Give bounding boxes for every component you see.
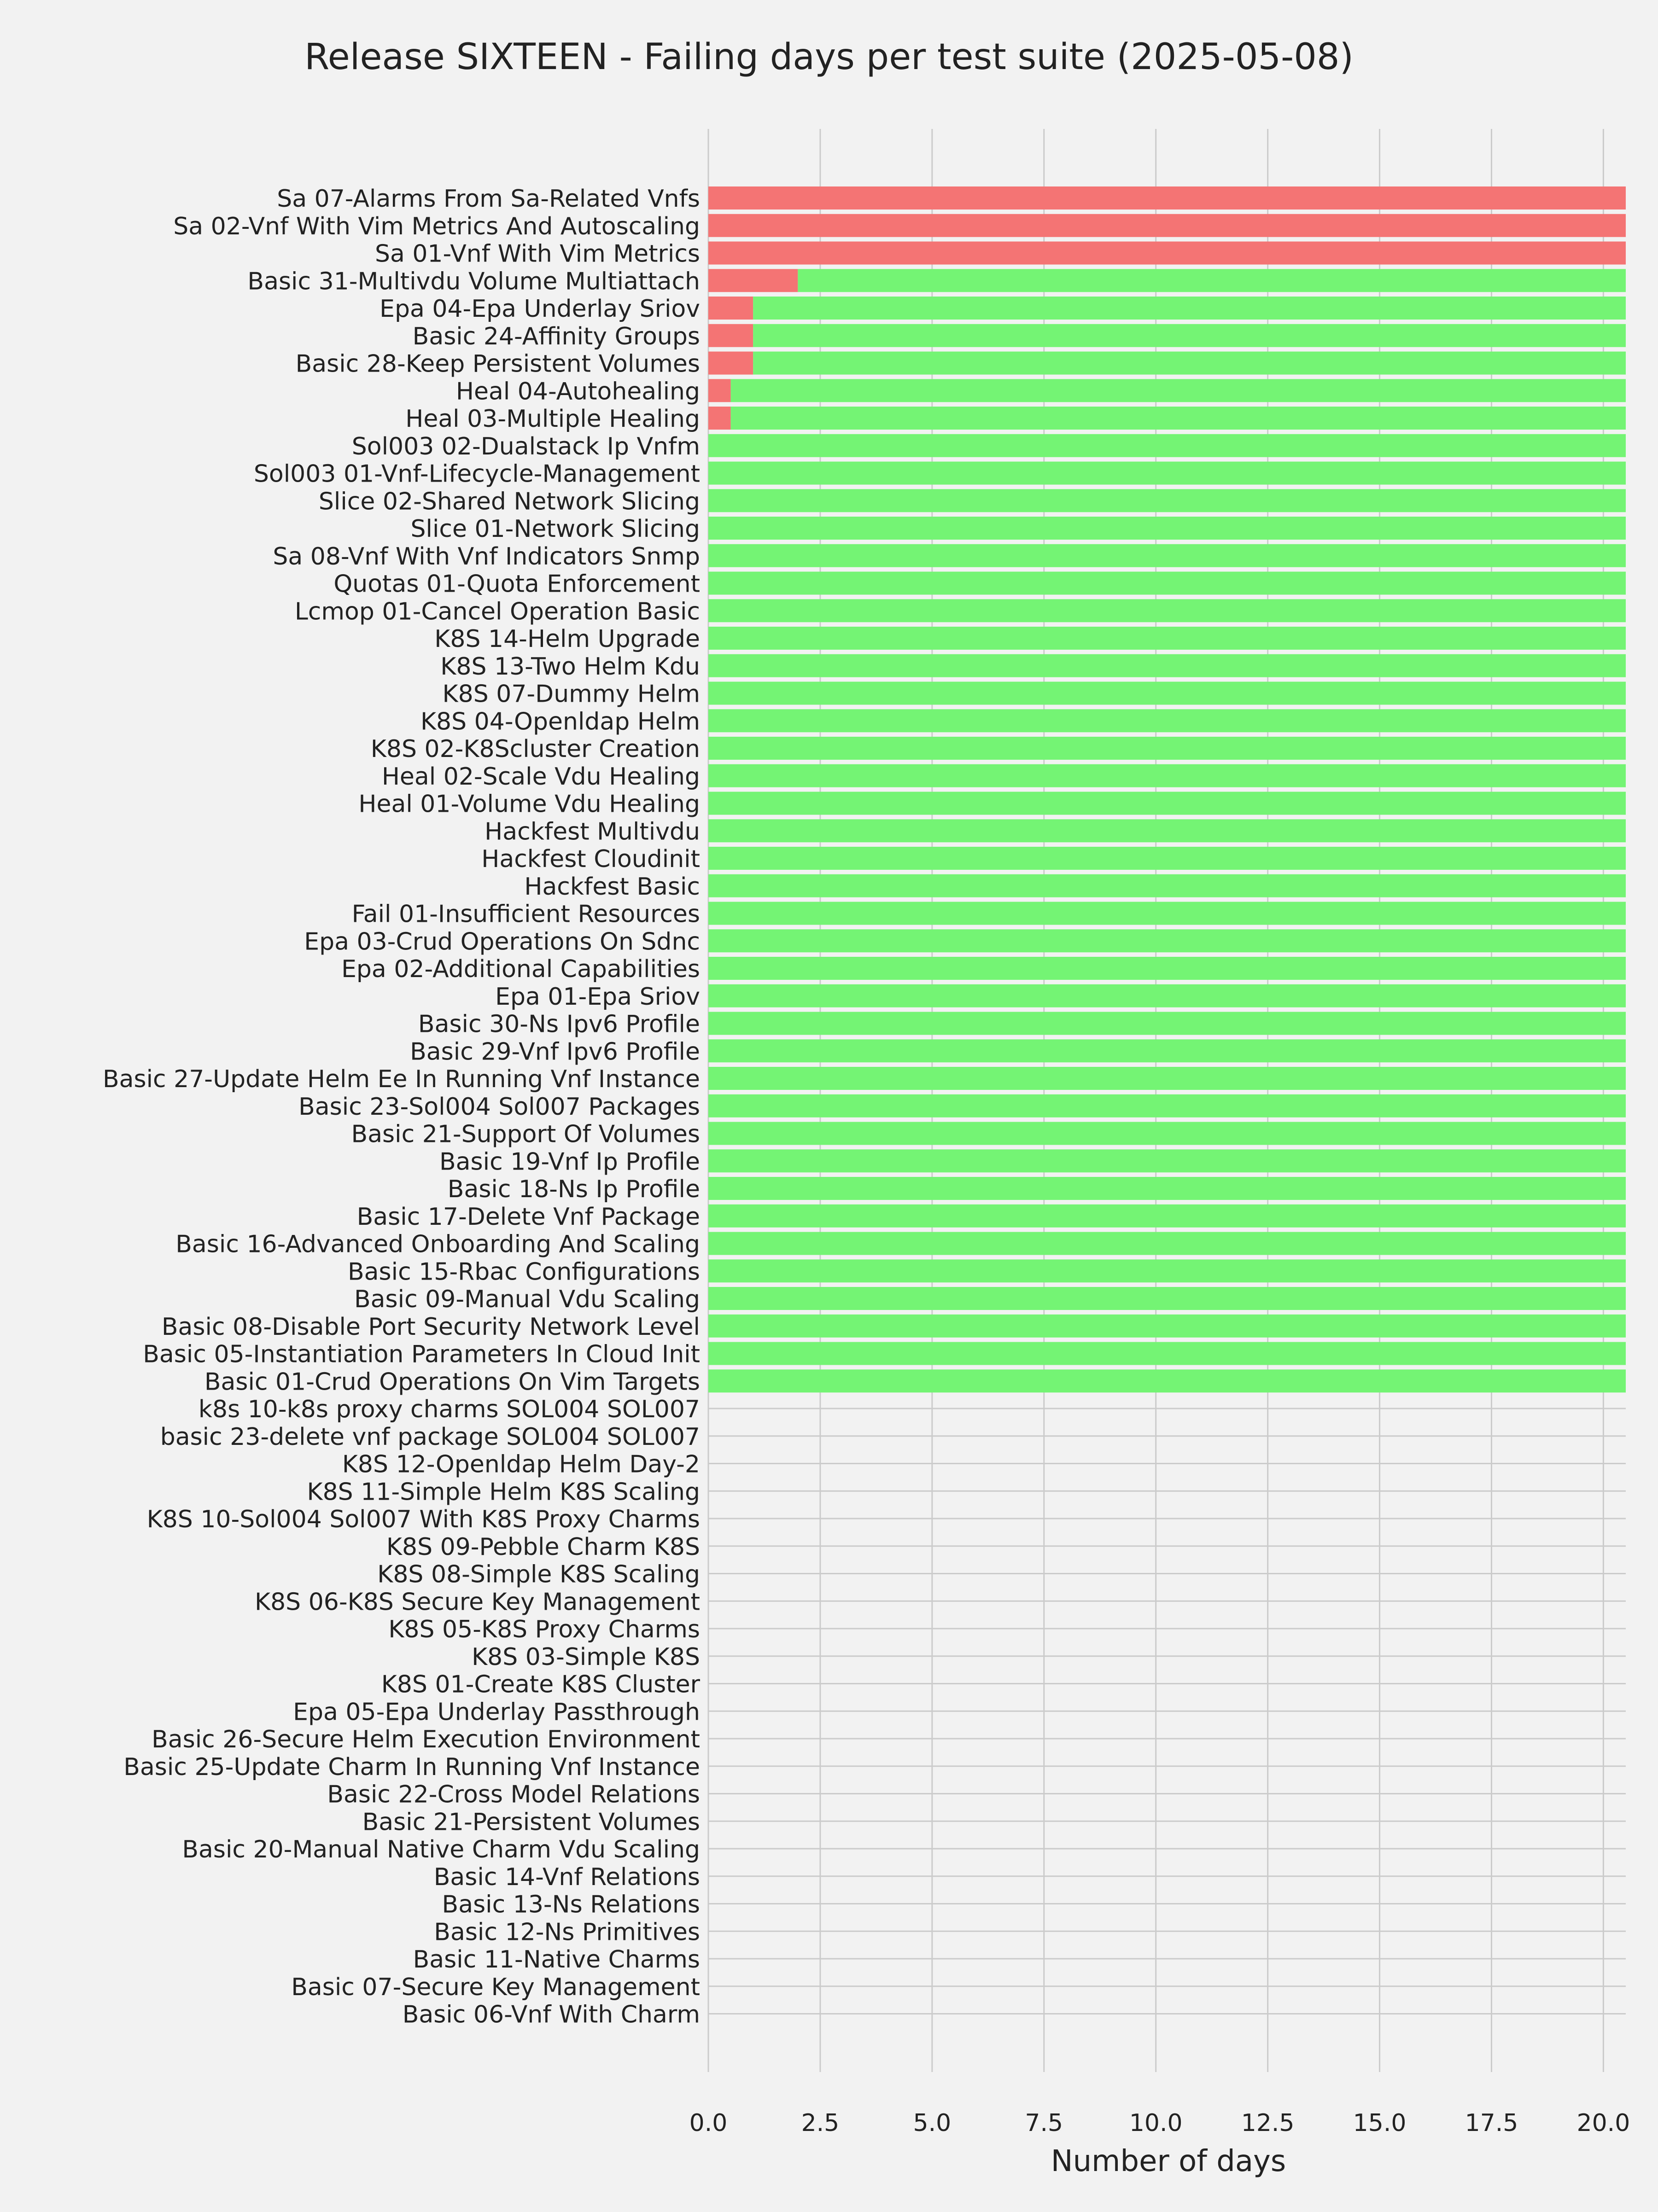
category-label: Basic 17-Delete Vnf Package [356, 1203, 700, 1231]
category-label: Sol003 01-Vnf-Lifecycle-Management [253, 460, 700, 488]
passing-bar [731, 379, 1626, 402]
category-label: K8S 01-Create K8S Cluster [381, 1671, 700, 1699]
passing-bar [708, 627, 1626, 650]
passing-bar [753, 297, 1626, 320]
category-label: K8S 11-Simple Helm K8S Scaling [307, 1478, 700, 1506]
category-label: K8S 14-Helm Upgrade [434, 625, 700, 653]
x-tick-label: 15.0 [1353, 2109, 1407, 2137]
passing-bar [708, 489, 1626, 512]
passing-bar [708, 1342, 1626, 1365]
passing-bar [708, 434, 1626, 457]
category-label: Basic 12-Ns Primitives [434, 1918, 700, 1946]
failing-bar [708, 297, 753, 320]
category-label: K8S 10-Sol004 Sol007 With K8S Proxy Charms [146, 1506, 700, 1533]
category-label: Sa 01-Vnf With Vim Metrics [374, 240, 700, 268]
category-label: Basic 08-Disable Port Security Network Level [161, 1313, 700, 1341]
category-label: Basic 19-Vnf Ip Profile [439, 1148, 700, 1176]
category-label: Basic 14-Vnf Relations [433, 1863, 700, 1891]
x-tick-label: 5.0 [913, 2109, 952, 2137]
category-label: Lcmop 01-Cancel Operation Basic [294, 598, 700, 626]
bars [708, 186, 1626, 1392]
passing-bar [708, 957, 1626, 980]
failing-bar [708, 242, 1626, 265]
category-label: Basic 21-Support Of Volumes [351, 1120, 700, 1148]
category-label: Basic 11-Native Charms [413, 1946, 700, 1973]
passing-bar [708, 874, 1626, 897]
category-label: Sa 07-Alarms From Sa-Related Vnfs [277, 185, 700, 213]
passing-bar [708, 929, 1626, 952]
passing-bar [708, 462, 1626, 485]
category-label: Basic 15-Rbac Configurations [348, 1258, 700, 1286]
category-label: K8S 06-K8S Secure Key Management [254, 1588, 700, 1616]
category-label: Basic 09-Manual Vdu Scaling [354, 1286, 700, 1313]
passing-bar [708, 1122, 1626, 1145]
category-label: Basic 01-Crud Operations On Vim Targets [204, 1368, 700, 1396]
category-label: K8S 02-K8Scluster Creation [370, 735, 700, 763]
category-label: Basic 21-Persistent Volumes [362, 1808, 700, 1836]
category-label: Basic 23-Sol004 Sol007 Packages [298, 1093, 700, 1121]
passing-bar [753, 352, 1626, 375]
category-label: Basic 07-Secure Key Management [291, 1973, 700, 2001]
category-label: Basic 29-Vnf Ipv6 Profile [410, 1038, 700, 1066]
passing-bar [731, 407, 1626, 430]
passing-bar [708, 1039, 1626, 1062]
category-label: Sol003 02-Dualstack Ip Vnfm [351, 432, 700, 460]
category-label: Basic 26-Secure Helm Execution Environment [152, 1726, 700, 1753]
passing-bar [708, 1369, 1626, 1392]
category-label: Basic 30-Ns Ipv6 Profile [418, 1010, 700, 1038]
category-label: Basic 13-Ns Relations [442, 1891, 700, 1919]
category-label: Basic 24-Affinity Groups [412, 322, 700, 350]
passing-bar [753, 324, 1626, 347]
passing-bar [708, 1094, 1626, 1118]
category-label: K8S 12-Openldap Helm Day-2 [342, 1450, 700, 1479]
category-label: k8s 10-k8s proxy charms SOL004 SOL007 [198, 1396, 700, 1423]
category-label: Sa 08-Vnf With Vnf Indicators Snmp [273, 542, 700, 570]
passing-bar [708, 984, 1626, 1007]
failing-bar [708, 269, 798, 292]
category-label: K8S 08-Simple K8S Scaling [377, 1560, 700, 1589]
category-label: Heal 03-Multiple Healing [405, 405, 700, 433]
x-tick-label: 12.5 [1241, 2109, 1295, 2137]
category-label: Basic 22-Cross Model Relations [327, 1781, 700, 1809]
failing-bar [708, 186, 1626, 210]
category-label: Basic 28-Keep Persistent Volumes [295, 350, 700, 378]
passing-bar [708, 1149, 1626, 1172]
category-label: Basic 25-Update Charm In Running Vnf Instance [123, 1753, 700, 1781]
category-label: Epa 03-Crud Operations On Sdnc [304, 928, 700, 956]
passing-bar [708, 792, 1626, 815]
category-label: Hackfest Cloudinit [481, 845, 700, 873]
passing-bar [708, 1232, 1626, 1255]
category-label: Basic 06-Vnf With Charm [402, 2001, 700, 2029]
failing-bar [708, 407, 731, 430]
category-labels [103, 185, 701, 2029]
category-label: Basic 20-Manual Native Charm Vdu Scaling [182, 1836, 700, 1863]
passing-bar [708, 1259, 1626, 1282]
category-label: Heal 01-Volume Vdu Healing [358, 790, 700, 818]
passing-bar [708, 1067, 1626, 1090]
category-label: Epa 02-Additional Capabilities [341, 955, 700, 983]
category-label: Epa 01-Epa Sriov [495, 983, 700, 1011]
category-label: K8S 04-Openldap Helm [420, 708, 700, 736]
category-label: Slice 02-Shared Network Slicing [318, 488, 700, 516]
passing-bar [708, 572, 1626, 595]
category-label: Basic 27-Update Helm Ee In Running Vnf Instance [102, 1065, 700, 1093]
category-label: K8S 13-Two Helm Kdu [440, 652, 700, 681]
category-label: Hackfest Multivdu [485, 818, 700, 846]
category-label: Quotas 01-Quota Enforcement [333, 570, 700, 598]
x-tick-label: 17.5 [1465, 2109, 1518, 2137]
category-label: Slice 01-Network Slicing [410, 515, 700, 543]
category-label: basic 23-delete vnf package SOL004 SOL007 [160, 1423, 700, 1451]
passing-bar [708, 819, 1626, 842]
passing-bar [708, 1177, 1626, 1200]
passing-bar [708, 654, 1626, 677]
failing-bar [708, 214, 1626, 237]
category-label: Basic 18-Ns Ip Profile [447, 1176, 700, 1203]
passing-bar [798, 269, 1626, 292]
x-tick-label: 2.5 [801, 2109, 840, 2137]
failing-bar [708, 352, 753, 375]
category-label: K8S 05-K8S Proxy Charms [388, 1616, 700, 1643]
passing-bar [708, 1012, 1626, 1035]
category-label: Fail 01-Insufficient Resources [351, 900, 700, 928]
category-label: Heal 02-Scale Vdu Healing [381, 763, 700, 791]
chart-title: Release SIXTEEN - Failing days per test suite (2025-05-08) [304, 36, 1354, 78]
passing-bar [708, 544, 1626, 567]
x-tick-label: 10.0 [1129, 2109, 1183, 2137]
category-label: K8S 09-Pebble Charm K8S [386, 1533, 700, 1561]
passing-bar [708, 1315, 1626, 1338]
passing-bar [708, 599, 1626, 622]
passing-bar [708, 737, 1626, 760]
passing-bar [708, 847, 1626, 870]
passing-bar [708, 517, 1626, 540]
x-tick-labels [689, 2109, 1630, 2137]
category-label: Basic 05-Instantiation Parameters In Cloud Init [143, 1340, 700, 1368]
x-tick-label: 0.0 [689, 2109, 728, 2137]
category-label: K8S 07-Dummy Helm [442, 680, 700, 708]
category-label: Heal 04-Autohealing [455, 378, 700, 406]
passing-bar [708, 1205, 1626, 1228]
passing-bar [708, 764, 1626, 787]
category-label: Hackfest Basic [524, 873, 700, 901]
passing-bar [708, 902, 1626, 925]
failing-bar [708, 379, 731, 402]
category-label: Sa 02-Vnf With Vim Metrics And Autoscaling [173, 212, 700, 240]
x-axis-label: Number of days [1051, 2144, 1286, 2178]
category-label: Epa 05-Epa Underlay Passthrough [293, 1698, 700, 1726]
category-label: Basic 16-Advanced Onboarding And Scaling [175, 1230, 700, 1258]
x-tick-label: 7.5 [1025, 2109, 1063, 2137]
failing-bar [708, 324, 753, 347]
category-label: Basic 31-Multivdu Volume Multiattach [247, 268, 700, 296]
x-tick-label: 20.0 [1576, 2109, 1630, 2137]
category-label: Epa 04-Epa Underlay Sriov [379, 295, 700, 323]
passing-bar [708, 709, 1626, 732]
passing-bar [708, 1287, 1626, 1310]
passing-bar [708, 682, 1626, 705]
category-label: K8S 03-Simple K8S [472, 1643, 700, 1671]
